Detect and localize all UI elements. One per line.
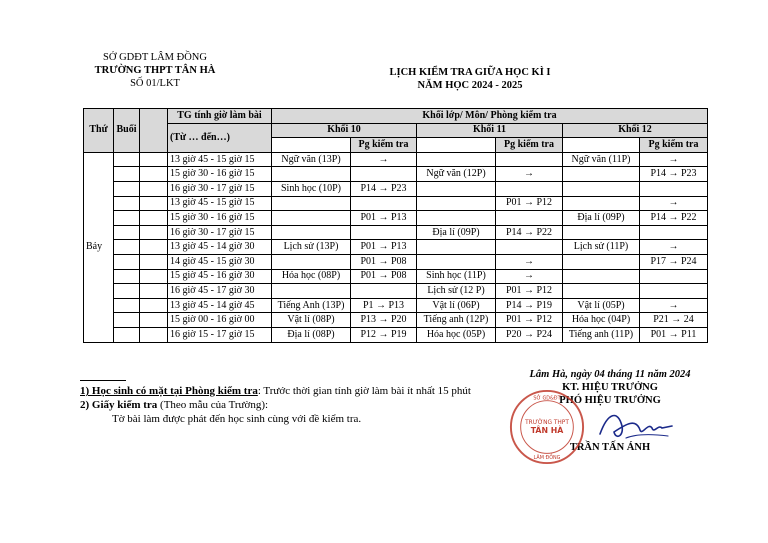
table-row — [84, 254, 708, 269]
blank-cell — [140, 181, 168, 196]
blank-cell — [140, 152, 168, 167]
subject-11 — [417, 181, 496, 196]
note-3: Tờ bài làm được phát đến học sinh cùng với đề kiểm tra. — [112, 413, 362, 425]
blank-cell — [140, 269, 168, 284]
header-blank-11 — [417, 138, 496, 153]
subject-12 — [563, 225, 640, 240]
room-10 — [351, 167, 417, 182]
session-cell — [114, 313, 140, 328]
header-blank-10 — [272, 138, 351, 153]
subject-12: Tiếng anh (11P) — [563, 327, 640, 342]
notes-divider — [80, 380, 126, 381]
table-row — [84, 152, 708, 167]
table-row — [84, 196, 708, 211]
subject-11: Vật lí (06P) — [417, 298, 496, 313]
header-grade-11: Khối 11 — [417, 123, 563, 138]
room-11 — [496, 211, 563, 226]
room-11: P01 → P12 — [496, 196, 563, 211]
room-10: → — [351, 152, 417, 167]
room-11: P01 → P12 — [496, 284, 563, 299]
room-10 — [351, 225, 417, 240]
subject-12 — [563, 167, 640, 182]
document-number: SỐ 01/LKT — [130, 78, 180, 89]
time-cell: 14 giờ 45 - 15 giờ 30 — [168, 254, 272, 269]
room-11: → — [496, 269, 563, 284]
subject-12: Lịch sử (11P) — [563, 240, 640, 255]
table-row — [84, 327, 708, 342]
subject-10: Lịch sử (13P) — [272, 240, 351, 255]
room-11: P14 → P19 — [496, 298, 563, 313]
subject-12: Ngữ văn (11P) — [563, 152, 640, 167]
room-10: P01 → P08 — [351, 254, 417, 269]
subject-10: Địa lí (08P) — [272, 327, 351, 342]
session-cell — [114, 225, 140, 240]
subject-11: Sinh học (11P) — [417, 269, 496, 284]
blank-cell — [140, 225, 168, 240]
room-10 — [351, 196, 417, 211]
session-cell — [114, 167, 140, 182]
room-12 — [640, 181, 708, 196]
sign-role-2: PHÓ HIỆU TRƯỞNG — [559, 395, 661, 406]
header-blank-12 — [563, 138, 640, 153]
table-row — [84, 298, 708, 313]
time-cell: 15 giờ 45 - 16 giờ 30 — [168, 269, 272, 284]
table-row — [84, 313, 708, 328]
room-12: P14 → P23 — [640, 167, 708, 182]
subject-11: Hóa học (05P) — [417, 327, 496, 342]
session-cell — [114, 254, 140, 269]
header-thu: Thứ — [84, 109, 114, 153]
table-row — [84, 240, 708, 255]
subject-12 — [563, 181, 640, 196]
room-11: P20 → P24 — [496, 327, 563, 342]
header-time-sub: (Từ … đến…) — [168, 123, 272, 152]
subject-12 — [563, 196, 640, 211]
session-cell — [114, 327, 140, 342]
blank-cell — [140, 298, 168, 313]
header-grade-10: Khối 10 — [272, 123, 417, 138]
subject-10: Vật lí (08P) — [272, 313, 351, 328]
subject-10 — [272, 211, 351, 226]
time-cell: 16 giờ 15 - 17 giờ 15 — [168, 327, 272, 342]
room-12 — [640, 269, 708, 284]
svg-text:TÂN HÀ: TÂN HÀ — [530, 425, 564, 435]
school-name: TRƯỜNG THPT TÂN HÀ — [94, 65, 216, 76]
blank-cell — [140, 211, 168, 226]
subject-11: Ngữ văn (12P) — [417, 167, 496, 182]
table-row — [84, 225, 708, 240]
room-12: → — [640, 298, 708, 313]
subject-12 — [563, 284, 640, 299]
subject-10 — [272, 254, 351, 269]
session-cell — [114, 240, 140, 255]
note-2 — [80, 398, 471, 412]
svg-text:LÂM ĐỒNG: LÂM ĐỒNG — [533, 455, 561, 462]
subject-10 — [272, 225, 351, 240]
title-block — [340, 66, 600, 92]
room-11: → — [496, 254, 563, 269]
session-cell — [114, 181, 140, 196]
header-room-12: Pg kiểm tra — [640, 138, 708, 153]
header-room-11: Pg kiểm tra — [496, 138, 563, 153]
time-cell: 13 giờ 45 - 15 giờ 15 — [168, 152, 272, 167]
session-cell — [114, 211, 140, 226]
room-12 — [640, 225, 708, 240]
handwritten-signature-icon — [596, 404, 676, 446]
blank-cell — [140, 167, 168, 182]
note-2-label: 2) Giấy kiểm tra — [80, 399, 158, 411]
table-row — [84, 181, 708, 196]
issuer-block — [70, 51, 240, 90]
room-10: P14 → P23 — [351, 181, 417, 196]
svg-text:SỞ GD&ĐT: SỞ GD&ĐT — [533, 395, 561, 402]
room-12: P21 → 24 — [640, 313, 708, 328]
session-cell — [114, 298, 140, 313]
room-11 — [496, 240, 563, 255]
table-row — [84, 167, 708, 182]
note-1-label: 1) Học sinh có mặt tại Phòng kiểm tra — [80, 385, 258, 397]
table-row — [84, 211, 708, 226]
blank-cell — [140, 284, 168, 299]
room-11 — [496, 181, 563, 196]
subject-10: Sinh học (10P) — [272, 181, 351, 196]
subject-10 — [272, 284, 351, 299]
subject-11: Tiếng anh (12P) — [417, 313, 496, 328]
room-12: P01 → P11 — [640, 327, 708, 342]
notes-block — [80, 380, 471, 426]
subject-11: Lịch sử (12 P) — [417, 284, 496, 299]
blank-cell — [140, 196, 168, 211]
session-cell — [114, 284, 140, 299]
table-row — [84, 284, 708, 299]
subject-12: Vật lí (05P) — [563, 298, 640, 313]
room-11: P14 → P22 — [496, 225, 563, 240]
subject-11: Địa lí (09P) — [417, 225, 496, 240]
subject-11 — [417, 211, 496, 226]
time-cell: 16 giờ 30 - 17 giờ 15 — [168, 181, 272, 196]
subject-10: Ngữ văn (13P) — [272, 152, 351, 167]
header-room-10: Pg kiểm tra — [351, 138, 417, 153]
room-12: P17 → P24 — [640, 254, 708, 269]
subject-10: Tiếng Anh (13P) — [272, 298, 351, 313]
room-12 — [640, 284, 708, 299]
table-row — [84, 269, 708, 284]
signer-name: TRẦN TẤN ÁNH — [569, 442, 651, 453]
blank-cell — [140, 313, 168, 328]
subject-12: Địa lí (09P) — [563, 211, 640, 226]
room-10 — [351, 284, 417, 299]
time-cell: 13 giờ 45 - 14 giờ 45 — [168, 298, 272, 313]
room-12: → — [640, 240, 708, 255]
room-10: P01 → P13 — [351, 211, 417, 226]
note-1-text: : Trước thời gian tính giờ làm bài ít nhất 15 phút — [257, 385, 471, 397]
subject-10: Hóa học (08P) — [272, 269, 351, 284]
note-2-text: (Theo mẫu của Trường): — [157, 399, 269, 411]
sign-role-1: KT. HIỆU TRƯỞNG — [562, 382, 658, 393]
room-10: P01 → P13 — [351, 240, 417, 255]
time-cell: 16 giờ 45 - 17 giờ 30 — [168, 284, 272, 299]
schedule-body — [84, 152, 708, 342]
header-blank — [140, 109, 168, 153]
time-cell: 15 giờ 30 - 16 giờ 15 — [168, 211, 272, 226]
subject-10 — [272, 196, 351, 211]
day-cell — [84, 152, 114, 342]
room-12: → — [640, 152, 708, 167]
room-10: P12 → P19 — [351, 327, 417, 342]
time-cell: 16 giờ 30 - 17 giờ 15 — [168, 225, 272, 240]
subject-12 — [563, 269, 640, 284]
room-11: → — [496, 167, 563, 182]
day-label: Bảy — [86, 241, 103, 253]
header-grade-12: Khối 12 — [563, 123, 708, 138]
note-1 — [80, 384, 471, 398]
subject-12: Hóa học (04P) — [563, 313, 640, 328]
subject-12 — [563, 254, 640, 269]
blank-cell — [140, 254, 168, 269]
room-12: → — [640, 196, 708, 211]
subject-11 — [417, 152, 496, 167]
subject-11 — [417, 196, 496, 211]
session-cell — [114, 152, 140, 167]
school-seal-icon — [508, 388, 586, 466]
time-cell: 15 giờ 30 - 16 giờ 15 — [168, 167, 272, 182]
header-time: TG tính giờ làm bài — [168, 109, 272, 124]
school-year: NĂM HỌC 2024 - 2025 — [417, 80, 523, 91]
sign-date: Lâm Hà, ngày 04 tháng 11 năm 2024 — [529, 369, 691, 380]
room-10: P01 → P08 — [351, 269, 417, 284]
subject-10 — [272, 167, 351, 182]
header-grade-group: Khối lớp/ Môn/ Phòng kiểm tra — [272, 109, 708, 124]
subject-11 — [417, 254, 496, 269]
session-cell — [114, 269, 140, 284]
room-10: P13 → P20 — [351, 313, 417, 328]
blank-cell — [140, 240, 168, 255]
time-cell: 13 giờ 45 - 15 giờ 15 — [168, 196, 272, 211]
document-title: LỊCH KIỂM TRA GIỮA HỌC KÌ I — [389, 67, 551, 78]
exam-schedule-table — [83, 108, 708, 343]
room-10: P1 → P13 — [351, 298, 417, 313]
session-cell — [114, 196, 140, 211]
svg-text:TRƯỜNG THPT: TRƯỜNG THPT — [525, 420, 569, 427]
room-12: P14 → P22 — [640, 211, 708, 226]
room-11 — [496, 152, 563, 167]
time-cell: 13 giờ 45 - 14 giờ 30 — [168, 240, 272, 255]
header-buoi: Buổi — [114, 109, 140, 153]
subject-11 — [417, 240, 496, 255]
room-11: P01 → P12 — [496, 313, 563, 328]
blank-cell — [140, 327, 168, 342]
time-cell: 15 giờ 00 - 16 giờ 00 — [168, 313, 272, 328]
department-name: SỞ GDĐT LÂM ĐỒNG — [103, 52, 207, 63]
